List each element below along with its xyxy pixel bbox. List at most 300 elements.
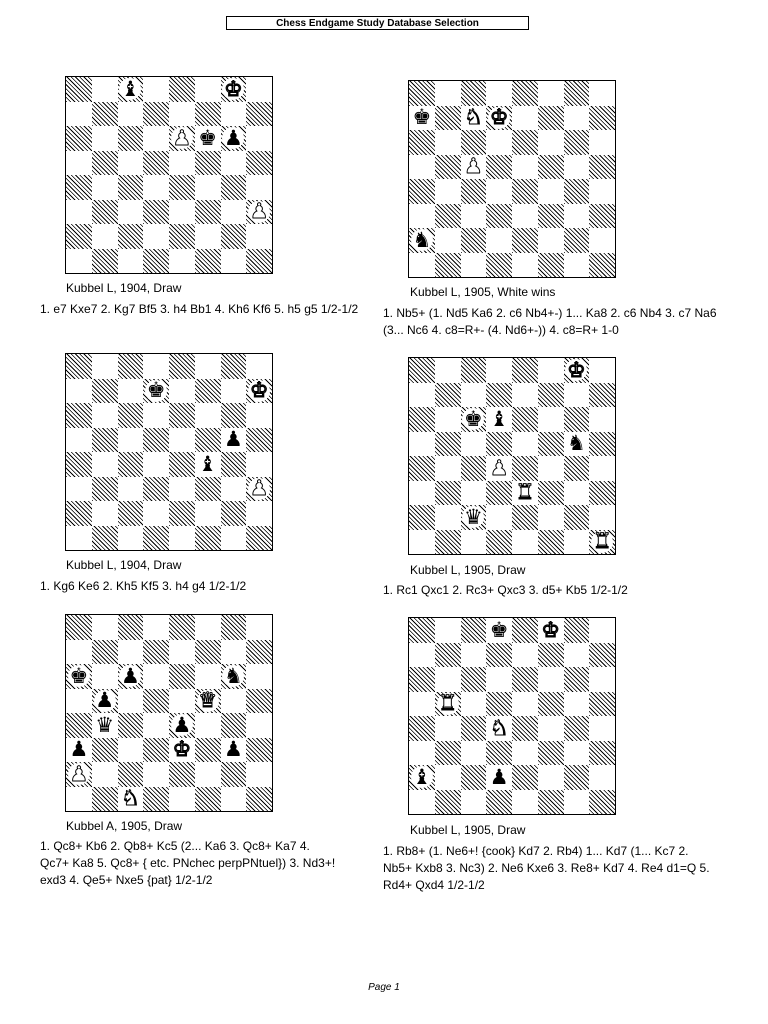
piece-holder — [411, 107, 433, 129]
white-pawn-icon: ♟ — [489, 455, 509, 480]
white-queen-icon: ♛ — [198, 688, 218, 713]
square-d6 — [143, 126, 169, 151]
square-d3 — [486, 741, 512, 766]
square-f5 — [538, 432, 564, 457]
piece-holder — [171, 739, 193, 761]
square-f2 — [538, 505, 564, 530]
square-c4 — [118, 713, 144, 738]
square-g1 — [221, 249, 247, 274]
square-h3 — [246, 200, 272, 225]
square-g1 — [564, 790, 590, 815]
black-bishop-icon: ♝ — [120, 76, 140, 101]
square-c1 — [118, 249, 144, 274]
square-e1 — [169, 526, 195, 551]
square-d7 — [486, 643, 512, 668]
square-a5 — [66, 689, 92, 714]
square-e7 — [512, 106, 538, 131]
white-knight-icon: ♞ — [120, 786, 140, 811]
square-h5 — [246, 428, 272, 453]
square-a1 — [409, 253, 435, 278]
square-c8 — [461, 81, 487, 106]
square-g5 — [221, 689, 247, 714]
square-c4 — [461, 716, 487, 741]
square-c4 — [118, 175, 144, 200]
square-g7 — [221, 379, 247, 404]
square-a7 — [409, 106, 435, 131]
square-e2 — [169, 762, 195, 787]
square-h2 — [589, 765, 615, 790]
piece-holder — [248, 478, 270, 500]
square-b4 — [92, 175, 118, 200]
square-f4 — [538, 716, 564, 741]
square-g3 — [564, 481, 590, 506]
study-solution: 1. Nb5+ (1. Nd5 Ka6 2. c6 Nb4+-) 1... Ka8 2. c6 Nb4 3. c7 Na6 (3... Nc6 4. c8=R+- (4. Nd6+-)) 4. c8=R+ 1-0 — [383, 306, 717, 337]
square-a4 — [66, 175, 92, 200]
piece-holder — [197, 690, 219, 712]
chess-board — [65, 76, 273, 274]
study-caption: Kubbel A, 1905, Draw — [66, 819, 183, 833]
page-footer: Page 1 — [368, 982, 400, 993]
square-e2 — [169, 224, 195, 249]
square-f2 — [195, 224, 221, 249]
square-b2 — [92, 762, 118, 787]
square-g5 — [564, 692, 590, 717]
square-h3 — [246, 738, 272, 763]
square-d7 — [486, 106, 512, 131]
piece-holder — [462, 107, 484, 129]
square-e7 — [169, 640, 195, 665]
square-c3 — [118, 738, 144, 763]
square-h2 — [589, 228, 615, 253]
square-c8 — [461, 358, 487, 383]
white-knight-icon: ♞ — [489, 715, 509, 740]
square-b4 — [92, 452, 118, 477]
square-f8 — [195, 77, 221, 102]
square-g8 — [564, 618, 590, 643]
square-a2 — [409, 505, 435, 530]
square-e5 — [169, 689, 195, 714]
square-h6 — [246, 664, 272, 689]
white-king-icon: ♚ — [489, 105, 509, 130]
square-d8 — [486, 618, 512, 643]
square-f3 — [538, 204, 564, 229]
square-e8 — [169, 615, 195, 640]
white-rook-icon: ♜ — [438, 691, 458, 716]
square-g6 — [221, 126, 247, 151]
square-h5 — [589, 155, 615, 180]
square-h1 — [246, 787, 272, 812]
square-a7 — [409, 383, 435, 408]
black-knight-icon: ♞ — [412, 227, 432, 252]
square-a2 — [409, 228, 435, 253]
white-king-icon: ♚ — [172, 737, 192, 762]
square-e2 — [512, 228, 538, 253]
piece-holder — [488, 107, 510, 129]
square-c1 — [461, 253, 487, 278]
square-h7 — [246, 379, 272, 404]
square-b6 — [92, 403, 118, 428]
black-pawn-icon: ♟ — [120, 663, 140, 688]
square-g2 — [564, 505, 590, 530]
square-a3 — [66, 200, 92, 225]
square-g4 — [221, 452, 247, 477]
square-e5 — [512, 692, 538, 717]
square-d2 — [486, 505, 512, 530]
piece-holder — [540, 619, 562, 641]
square-d2 — [486, 228, 512, 253]
black-pawn-icon: ♟ — [223, 125, 243, 150]
square-g5 — [221, 151, 247, 176]
square-g5 — [564, 432, 590, 457]
square-e8 — [512, 618, 538, 643]
black-king-icon: ♚ — [412, 105, 432, 130]
white-pawn-icon: ♟ — [249, 476, 269, 501]
square-a4 — [66, 452, 92, 477]
square-e8 — [512, 81, 538, 106]
square-e4 — [512, 716, 538, 741]
square-c5 — [118, 689, 144, 714]
square-e5 — [512, 155, 538, 180]
square-c7 — [118, 379, 144, 404]
square-a7 — [409, 643, 435, 668]
square-a2 — [66, 501, 92, 526]
square-e1 — [512, 790, 538, 815]
square-g8 — [221, 615, 247, 640]
square-f7 — [538, 106, 564, 131]
square-d1 — [486, 790, 512, 815]
square-f5 — [195, 428, 221, 453]
black-pawn-icon: ♟ — [489, 764, 509, 789]
square-c2 — [118, 501, 144, 526]
square-b3 — [92, 477, 118, 502]
study-caption: Kubbel L, 1904, Draw — [66, 281, 182, 295]
square-a1 — [409, 790, 435, 815]
square-d7 — [143, 379, 169, 404]
square-h1 — [589, 530, 615, 555]
square-f7 — [195, 102, 221, 127]
square-a1 — [409, 530, 435, 555]
square-h4 — [589, 179, 615, 204]
square-e6 — [169, 403, 195, 428]
square-a8 — [409, 358, 435, 383]
square-c1 — [461, 530, 487, 555]
black-king-icon: ♚ — [489, 617, 509, 642]
square-f6 — [195, 664, 221, 689]
black-knight-icon: ♞ — [566, 431, 586, 456]
square-h8 — [246, 354, 272, 379]
square-c6 — [461, 667, 487, 692]
square-c8 — [118, 615, 144, 640]
square-a6 — [66, 403, 92, 428]
square-d6 — [486, 407, 512, 432]
square-f7 — [195, 640, 221, 665]
square-f7 — [538, 383, 564, 408]
square-b4 — [92, 713, 118, 738]
study-solution: 1. Kg6 Ke6 2. Kh5 Kf5 3. h4 g4 1/2-1/2 — [40, 579, 247, 593]
piece-holder — [68, 665, 90, 687]
square-e4 — [512, 456, 538, 481]
study-solution: 1. Rc1 Qxc1 2. Rc3+ Qxc3 3. d5+ Kb5 1/2-1/2 — [383, 583, 628, 597]
square-b2 — [435, 228, 461, 253]
square-d7 — [486, 383, 512, 408]
study-caption: Kubbel L, 1905, Draw — [410, 823, 526, 837]
square-f4 — [195, 452, 221, 477]
piece-holder — [437, 693, 459, 715]
piece-holder — [119, 665, 141, 687]
square-b7 — [435, 106, 461, 131]
square-g1 — [564, 530, 590, 555]
chess-board — [408, 357, 616, 555]
piece-holder — [94, 714, 116, 736]
square-h6 — [589, 667, 615, 692]
square-a3 — [66, 738, 92, 763]
square-g2 — [221, 224, 247, 249]
square-e6 — [512, 407, 538, 432]
square-e3 — [169, 477, 195, 502]
square-c6 — [461, 407, 487, 432]
square-c8 — [461, 618, 487, 643]
piece-holder — [94, 690, 116, 712]
square-a8 — [66, 354, 92, 379]
piece-holder — [222, 78, 244, 100]
square-a5 — [409, 692, 435, 717]
square-h4 — [589, 716, 615, 741]
square-b1 — [92, 249, 118, 274]
square-a6 — [409, 667, 435, 692]
square-b7 — [92, 379, 118, 404]
square-g8 — [564, 81, 590, 106]
square-a7 — [66, 102, 92, 127]
square-c6 — [118, 403, 144, 428]
piece-holder — [68, 763, 90, 785]
square-b1 — [435, 253, 461, 278]
square-e4 — [169, 175, 195, 200]
square-h5 — [589, 432, 615, 457]
square-h6 — [246, 403, 272, 428]
square-f6 — [538, 130, 564, 155]
square-e7 — [512, 383, 538, 408]
square-g1 — [221, 526, 247, 551]
square-f7 — [538, 643, 564, 668]
square-g7 — [221, 102, 247, 127]
square-b4 — [435, 716, 461, 741]
square-c1 — [118, 526, 144, 551]
white-king-icon: ♚ — [223, 76, 243, 101]
square-h3 — [246, 477, 272, 502]
square-c4 — [461, 179, 487, 204]
black-pawn-icon: ♟ — [69, 737, 89, 762]
square-e3 — [512, 204, 538, 229]
black-pawn-icon: ♟ — [95, 688, 115, 713]
square-c6 — [118, 126, 144, 151]
square-h5 — [589, 692, 615, 717]
square-h1 — [589, 790, 615, 815]
square-h7 — [246, 640, 272, 665]
square-f8 — [195, 354, 221, 379]
square-e8 — [512, 358, 538, 383]
square-h7 — [589, 643, 615, 668]
square-c2 — [118, 224, 144, 249]
square-g2 — [564, 228, 590, 253]
square-g7 — [564, 106, 590, 131]
square-g6 — [564, 667, 590, 692]
square-b2 — [435, 505, 461, 530]
square-b6 — [92, 126, 118, 151]
square-a3 — [409, 741, 435, 766]
square-g8 — [221, 77, 247, 102]
black-pawn-icon: ♟ — [223, 427, 243, 452]
study-caption: Kubbel L, 1905, White wins — [410, 285, 556, 299]
square-g4 — [564, 716, 590, 741]
square-b8 — [435, 81, 461, 106]
square-a5 — [66, 428, 92, 453]
square-g1 — [564, 253, 590, 278]
piece-holder — [222, 739, 244, 761]
square-d4 — [143, 175, 169, 200]
piece-holder — [222, 429, 244, 451]
square-c7 — [461, 106, 487, 131]
square-e7 — [169, 379, 195, 404]
piece-holder — [171, 127, 193, 149]
study-solution: 1. Rb8+ (1. Ne6+! {cook} Kd7 2. Rb4) 1... Kd7 (1... Kc7 2. Nb5+ Kxb8 3. Nc3) 2. Ne6 Kxe6 3. Re8+ Kd7 4. Re4 d1=Q 5. Rd4+ Qxd4 1/2-1/2 — [383, 844, 710, 892]
square-b7 — [435, 643, 461, 668]
square-e8 — [169, 77, 195, 102]
square-b5 — [92, 428, 118, 453]
square-e2 — [512, 505, 538, 530]
black-queen-icon: ♛ — [463, 504, 483, 529]
square-g4 — [564, 179, 590, 204]
square-g2 — [221, 762, 247, 787]
square-g7 — [564, 643, 590, 668]
square-g3 — [564, 741, 590, 766]
square-c5 — [461, 432, 487, 457]
square-h3 — [589, 741, 615, 766]
white-king-icon: ♚ — [249, 378, 269, 403]
square-d2 — [143, 224, 169, 249]
square-g6 — [564, 130, 590, 155]
square-g3 — [221, 200, 247, 225]
square-h4 — [246, 713, 272, 738]
square-d5 — [486, 432, 512, 457]
square-a3 — [409, 204, 435, 229]
white-pawn-icon: ♟ — [463, 154, 483, 179]
square-b3 — [92, 738, 118, 763]
square-f5 — [195, 151, 221, 176]
square-h7 — [589, 383, 615, 408]
square-d6 — [486, 667, 512, 692]
chess-board — [408, 80, 616, 278]
square-c2 — [118, 762, 144, 787]
square-g2 — [564, 765, 590, 790]
square-g6 — [221, 403, 247, 428]
white-king-icon: ♚ — [566, 357, 586, 382]
square-d8 — [486, 358, 512, 383]
square-b6 — [435, 667, 461, 692]
square-b2 — [435, 765, 461, 790]
square-b3 — [435, 481, 461, 506]
square-d1 — [143, 526, 169, 551]
square-a4 — [66, 713, 92, 738]
square-b3 — [435, 204, 461, 229]
square-b1 — [92, 787, 118, 812]
square-c8 — [118, 77, 144, 102]
square-d6 — [143, 664, 169, 689]
square-a1 — [66, 526, 92, 551]
square-b6 — [92, 664, 118, 689]
square-g3 — [564, 204, 590, 229]
square-a1 — [66, 249, 92, 274]
square-c5 — [118, 151, 144, 176]
square-e7 — [512, 643, 538, 668]
square-d8 — [486, 81, 512, 106]
square-e2 — [169, 501, 195, 526]
square-d1 — [486, 530, 512, 555]
black-bishop-icon: ♝ — [489, 406, 509, 431]
square-h1 — [246, 249, 272, 274]
piece-holder — [248, 201, 270, 223]
square-f3 — [195, 738, 221, 763]
square-c4 — [118, 452, 144, 477]
square-b7 — [435, 383, 461, 408]
square-f1 — [195, 526, 221, 551]
piece-holder — [565, 359, 587, 381]
square-d2 — [486, 765, 512, 790]
piece-holder — [462, 156, 484, 178]
square-f8 — [195, 615, 221, 640]
square-c2 — [461, 765, 487, 790]
black-king-icon: ♚ — [198, 125, 218, 150]
square-b3 — [92, 200, 118, 225]
square-c1 — [461, 790, 487, 815]
square-c5 — [118, 428, 144, 453]
square-f1 — [538, 790, 564, 815]
square-a4 — [409, 456, 435, 481]
square-c7 — [461, 643, 487, 668]
piece-holder — [68, 739, 90, 761]
square-c7 — [118, 102, 144, 127]
square-b4 — [435, 456, 461, 481]
piece-holder — [411, 229, 433, 251]
square-d4 — [143, 452, 169, 477]
piece-holder — [411, 766, 433, 788]
study-caption: Kubbel L, 1904, Draw — [66, 558, 182, 572]
white-rook-icon: ♜ — [592, 529, 612, 554]
study-solution: 1. e7 Kxe7 2. Kg7 Bf5 3. h4 Bb1 4. Kh6 Kf6 5. h5 g5 1/2-1/2 — [40, 302, 359, 316]
square-b5 — [435, 692, 461, 717]
piece-holder — [119, 78, 141, 100]
square-a4 — [409, 716, 435, 741]
square-a5 — [409, 155, 435, 180]
black-queen-icon: ♛ — [95, 712, 115, 737]
square-g6 — [221, 664, 247, 689]
square-f2 — [538, 228, 564, 253]
square-d1 — [143, 787, 169, 812]
piece-holder — [171, 714, 193, 736]
square-c8 — [118, 354, 144, 379]
piece-holder — [591, 531, 613, 553]
square-h6 — [589, 130, 615, 155]
square-f4 — [538, 179, 564, 204]
square-f1 — [538, 530, 564, 555]
square-a5 — [66, 151, 92, 176]
square-d5 — [143, 689, 169, 714]
square-h3 — [589, 204, 615, 229]
piece-holder — [222, 665, 244, 687]
square-d1 — [143, 249, 169, 274]
square-e1 — [512, 253, 538, 278]
square-c3 — [461, 204, 487, 229]
square-b7 — [92, 640, 118, 665]
